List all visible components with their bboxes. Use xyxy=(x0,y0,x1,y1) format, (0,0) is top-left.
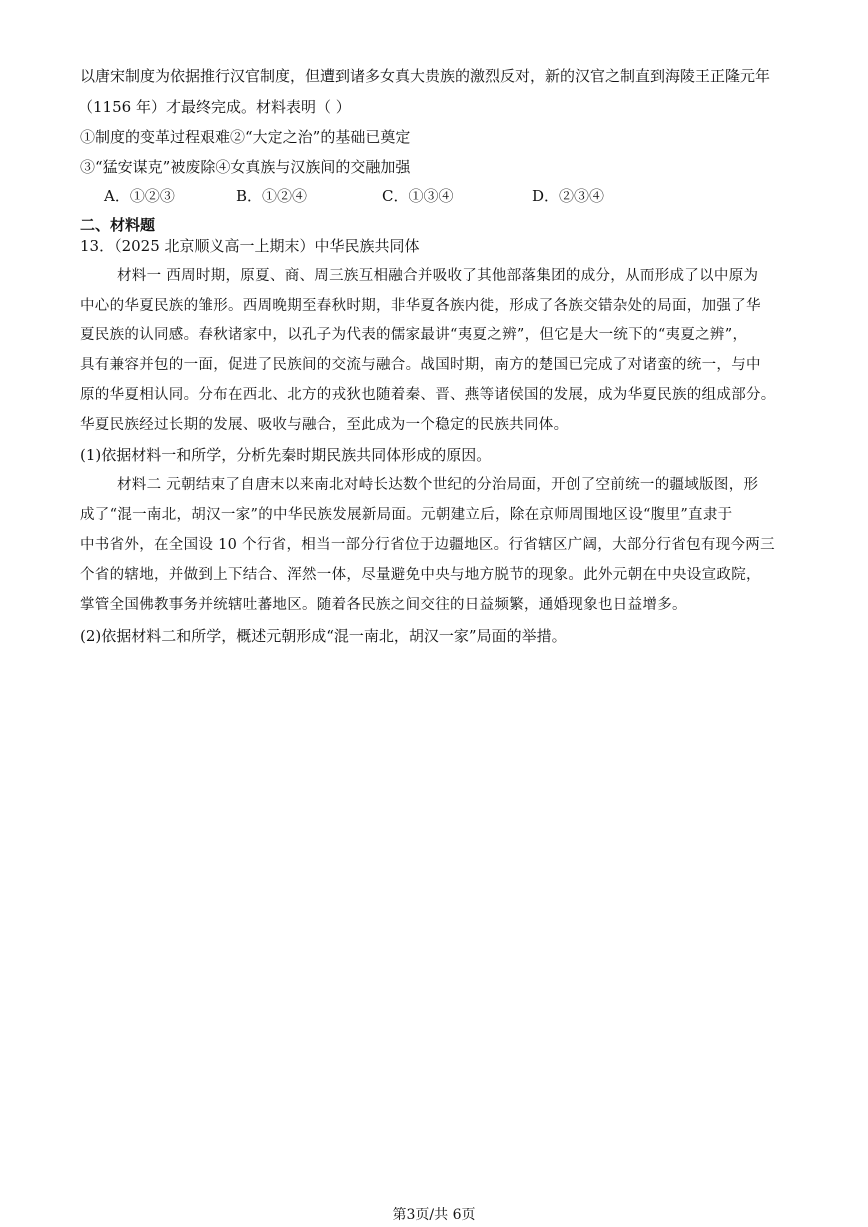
material1-line: 中心的华夏民族的雏形。西周晚期至春秋时期，非华夏各族内徙，形成了各族交错杂处的局面，加强了华 xyxy=(80,298,761,314)
q13-sub-question-2: (2)依据材料二和所学，概述元朝形成“混一南北，胡汉一家”局面的举措。 xyxy=(80,627,567,645)
material1-line: 具有兼容并包的一面，促进了民族间的交流与融合。战国时期，南方的楚国已完成了对诸蛮的统一，与中 xyxy=(80,357,761,373)
material2-line: 材料二 元朝结束了自唐末以来南北对峙长达数个世纪的分治局面，开创了空前统一的疆域版图，形 xyxy=(117,477,759,493)
material1-line: 材料一 西周时期，原夏、商、周三族互相融合并吸收了其他部落集团的成分，从而形成了以中原为 xyxy=(117,268,759,284)
material2-line: 中书省外，在全国设 10 个行省，相当一部分行省位于边疆地区。行省辖区广阔，大部分行省包有现今两三 xyxy=(80,537,775,553)
material1-line: 华夏民族经过长期的发展、吸收与融合，至此成为一个稳定的民族共同体。 xyxy=(80,417,569,433)
material1-line: 原的华夏相认同。分布在西北、北方的戎狄也随着秦、晋、燕等诸侯国的发展，成为华夏民族的组成部分。 xyxy=(80,387,776,403)
q12-options xyxy=(104,186,664,206)
q12-stem-line1: 以唐宋制度为依据推行汉官制度，但遭到诸多女真大贵族的激烈反对，新的汉官之制直到海陵王正隆元年 xyxy=(80,67,771,85)
q12-statements-line1: ①制度的变革过程艰难②“大定之治”的基础已奠定 xyxy=(80,128,411,146)
material2-line: 个省的辖地，并做到上下结合、浑然一体，尽量避免中央与地方脱节的现象。此外元朝在中央设宣政院， xyxy=(80,567,761,583)
q12-statements-line2: ③“猛安谋克”被废除④女真族与汉族间的交融加强 xyxy=(80,158,411,176)
option-a: A．①②③ xyxy=(104,187,175,205)
option-c: C．①③④ xyxy=(382,187,454,205)
material1-line: 夏民族的认同感。春秋诸家中，以孔子为代表的儒家最讲“夷夏之辨”，但它是大一统下的“夷夏之辨”， xyxy=(80,327,748,343)
material2-line: 成了“混一南北，胡汉一家”的中华民族发展新局面。元朝建立后，除在京师周围地区设“腹里”直隶于 xyxy=(80,507,733,523)
option-b: B．①②④ xyxy=(236,187,308,205)
material2-line: 掌管全国佛教事务并统辖吐蕃地区。随着各民族之间交往的日益频繁，通婚现象也日益增多。 xyxy=(80,597,687,613)
q13-sub-question-1: (1)依据材料一和所学，分析先秦时期民族共同体形成的原因。 xyxy=(80,446,492,464)
page-number: 第3页/共 6页 xyxy=(392,1207,476,1223)
q13-title: 13．（2025 北京顺义高一上期末）中华民族共同体 xyxy=(80,237,420,255)
option-d: D．②③④ xyxy=(532,187,605,205)
section-heading: 二、材料题 xyxy=(80,216,156,234)
q12-stem-line2: （1156 年）才最终完成。材料表明（ ） xyxy=(78,98,351,116)
